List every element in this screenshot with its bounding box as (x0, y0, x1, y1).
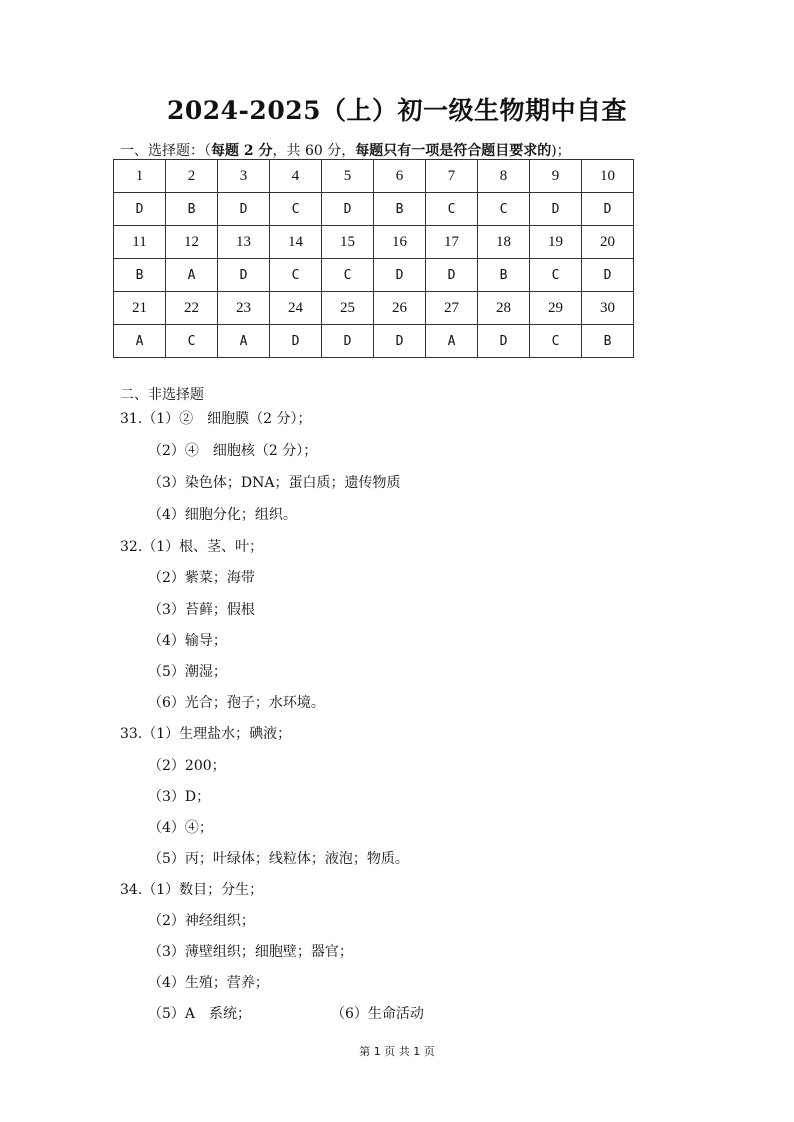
sub-answer-line: （2）神经组织； (148, 913, 255, 929)
answer-letter-cell: A (218, 325, 270, 358)
question-number-cell: 1 (114, 160, 166, 193)
section1-label: 一、选择题： (120, 143, 204, 159)
question-number-cell: 13 (218, 226, 270, 259)
answer-letter-cell: C (478, 193, 530, 226)
question-number-cell: 17 (426, 226, 478, 259)
question-number-row (114, 292, 634, 325)
section1-note-open: （ (204, 143, 211, 159)
question-number-cell: 27 (426, 292, 478, 325)
section1-note-close: )； (551, 143, 571, 159)
answer-letter-cell: C (426, 193, 478, 226)
question-number-cell: 4 (270, 160, 322, 193)
sub-answer-line: （3）D； (148, 789, 211, 805)
answer-letter-cell: C (270, 259, 322, 292)
question-number-cell: 25 (322, 292, 374, 325)
answer-letter-cell: C (530, 259, 582, 292)
section1-note-a: 每题 2 分 (211, 143, 273, 159)
answer-letter-cell: A (114, 325, 166, 358)
sub-answer-line: （6）光合；孢子；水环境。 (148, 695, 325, 711)
question-number-cell: 22 (166, 292, 218, 325)
question-number-cell: 20 (582, 226, 634, 259)
question-number-cell: 14 (270, 226, 322, 259)
answer-letter-cell: B (582, 325, 634, 358)
question-number-cell: 7 (426, 160, 478, 193)
answer-letter-cell: B (374, 193, 426, 226)
question-number-cell: 26 (374, 292, 426, 325)
answer-letter-cell: D (582, 193, 634, 226)
page-title: 2024-2025（上）初一级生物期中自查 (166, 96, 628, 125)
question-number-cell: 19 (530, 226, 582, 259)
question-number-cell: 9 (530, 160, 582, 193)
answer-letter-cell: C (166, 325, 218, 358)
sub-answer-line: （3）薄壁组织；细胞壁；器官； (148, 944, 353, 960)
section2-heading: 二、非选择题 (120, 387, 204, 403)
answer-letter-cell: D (218, 193, 270, 226)
question-answer-line: 33.（1）生理盐水；碘液； (120, 726, 292, 742)
question-number-cell: 28 (478, 292, 530, 325)
question-number-cell: 29 (530, 292, 582, 325)
question-number-cell: 10 (582, 160, 634, 193)
page-footer: 第 1 页 共 1 页 (359, 1045, 435, 1058)
answer-letter-cell: D (322, 193, 374, 226)
section1-heading (120, 140, 571, 160)
question-number-row (114, 160, 634, 193)
answer-letter-row (114, 259, 634, 292)
answer-letter-cell: D (374, 325, 426, 358)
question-number-cell: 21 (114, 292, 166, 325)
question-answer-line: 34.（1）数目；分生； (120, 882, 264, 898)
answer-letter-cell: C (322, 259, 374, 292)
question-number-cell: 12 (166, 226, 218, 259)
question-number-cell: 2 (166, 160, 218, 193)
question-number-cell: 11 (114, 226, 166, 259)
sub-answer-line: （6）生命活动 (331, 1006, 424, 1022)
answer-letter-cell: B (478, 259, 530, 292)
sub-answer-line: （2）200； (148, 758, 226, 774)
sub-answer-line: （4）④； (148, 820, 213, 836)
question-number-cell: 15 (322, 226, 374, 259)
sub-answer-line: （2）④ 细胞核（2 分）； (148, 443, 318, 459)
answer-table (113, 159, 634, 358)
answer-letter-cell: A (426, 325, 478, 358)
answer-letter-cell: B (114, 259, 166, 292)
sub-answer-line: （4）细胞分化；组织。 (148, 507, 297, 523)
answer-letter-cell: D (530, 193, 582, 226)
answer-letter-cell: D (270, 325, 322, 358)
sub-answer-line: （4）输导； (148, 633, 227, 649)
answer-letter-cell: D (374, 259, 426, 292)
answer-letter-cell: B (166, 193, 218, 226)
question-number-cell: 6 (374, 160, 426, 193)
answer-letter-cell: C (270, 193, 322, 226)
question-number-row (114, 226, 634, 259)
sub-answer-line: （5）丙；叶绿体；线粒体；液泡；物质。 (148, 851, 409, 867)
section1-note-c: 每题只有一项是符合题目要求的 (355, 143, 552, 159)
answer-letter-cell: A (166, 259, 218, 292)
answer-letter-cell: D (478, 325, 530, 358)
answer-letter-cell: D (426, 259, 478, 292)
sub-answer-line: （4）生殖；营养； (148, 975, 269, 991)
question-number-cell: 18 (478, 226, 530, 259)
answer-letter-cell: D (114, 193, 166, 226)
answer-letter-row (114, 325, 634, 358)
answer-letter-row (114, 193, 634, 226)
question-number-cell: 3 (218, 160, 270, 193)
sub-answer-line: （3）苔藓；假根 (148, 602, 255, 618)
question-number-cell: 8 (478, 160, 530, 193)
answer-letter-cell: C (530, 325, 582, 358)
answer-letter-cell: D (322, 325, 374, 358)
sub-answer-line: （3）染色体；DNA；蛋白质；遗传物质 (148, 475, 401, 491)
answer-letter-cell: D (218, 259, 270, 292)
question-number-cell: 24 (270, 292, 322, 325)
question-number-cell: 30 (582, 292, 634, 325)
sub-answer-line: （5）A 系统； (148, 1006, 252, 1022)
sub-answer-line: （5）潮湿； (148, 664, 227, 680)
question-answer-line: 32.（1）根、茎、叶； (120, 539, 264, 555)
question-number-cell: 5 (322, 160, 374, 193)
sub-answer-line: （2）紫菜；海带 (148, 570, 255, 586)
section1-note-b: ，共 60 分， (272, 143, 356, 159)
question-number-cell: 23 (218, 292, 270, 325)
question-number-cell: 16 (374, 226, 426, 259)
question-answer-line: 31.（1）② 细胞膜（2 分）； (120, 411, 312, 427)
answer-letter-cell: D (582, 259, 634, 292)
